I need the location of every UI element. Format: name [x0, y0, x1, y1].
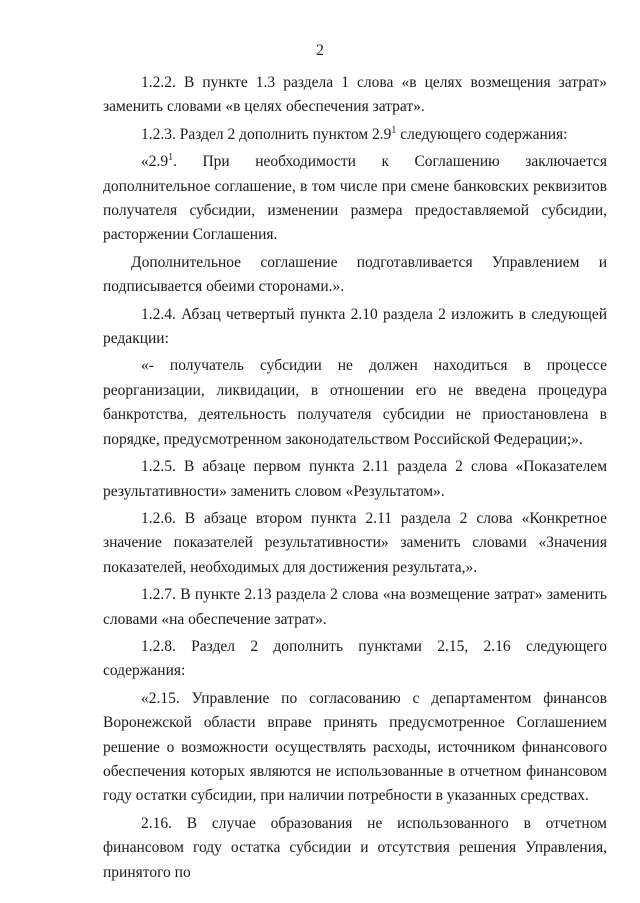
paragraph-1-2-5: 1.2.5. В абзаце первом пункта 2.11 раздела 2 слова «Показателем результативности» заменить словом «Результатом». — [103, 458, 607, 500]
page-number: 2 — [316, 42, 324, 59]
paragraph-2-15: «2.15. Управление по согласованию с департаментом финансов Воронежской области вправе принять предусмотренное Соглашением решение о возможности осуществлять расходы, источником финансового обеспечения которых являются не использованные в отчетном финансовом году остатки субсидии, при наличии потребности в указанных средствах. — [103, 689, 607, 805]
paragraph-2-16: 2.16. В случае образования не использованного в отчетном финансовом году остатка субсидии и отсутствия решения Управления, принятого по — [103, 814, 607, 881]
paragraph-2-9-1: «$2.9^1$. При необходимости к Соглашению заключается дополнительное соглашение, в том числе при смене банковских реквизитов получателя субсидии, изменении размера предоставляемой субсидии, расторжении Соглашения. — [103, 152, 607, 244]
paragraph-1-2-8: 1.2.8. Раздел 2 дополнить пунктами 2.15, 2.16 следующего содержания: — [103, 637, 607, 680]
paragraph-1-2-4: 1.2.4. Абзац четвертый пункта 2.10 раздела 2 изложить в следующей редакции: — [103, 305, 607, 348]
document-body — [103, 71, 607, 888]
paragraph-1-2-2: 1.2.2. В пункте 1.3 раздела 1 слова «в целях возмещения затрат» заменить словами «в целях обеспечения затрат». — [103, 74, 607, 116]
paragraph-1-2-7: 1.2.7. В пункте 2.13 раздела 2 слова «на возмещение затрат» заменить словами «на обеспечение затрат». — [103, 586, 607, 628]
paragraph-additional-agreement: Дополнительное соглашение подготавливается Управлением и подписывается обеими сторонами.». — [103, 253, 607, 296]
paragraph-1-2-6: 1.2.6. В абзаце втором пункта 2.11 раздела 2 слова «Конкретное значение показателей результативности» заменить словами «Значения показателей, необходимых для достижения результата,». — [103, 509, 607, 576]
paragraph-recipient-condition: «- получатель субсидии не должен находиться в процессе реорганизации, ликвидации, в отношении его не введена процедура банкротства, деятельность получателя субсидии не приостановлена в порядке, предусмотренном законодательством Российской Федерации;». — [103, 357, 607, 448]
paragraph-1-2-3: 1.2.3. Раздел 2 дополнить пунктом $2.9^1$ следующего содержания: — [141, 124, 568, 143]
